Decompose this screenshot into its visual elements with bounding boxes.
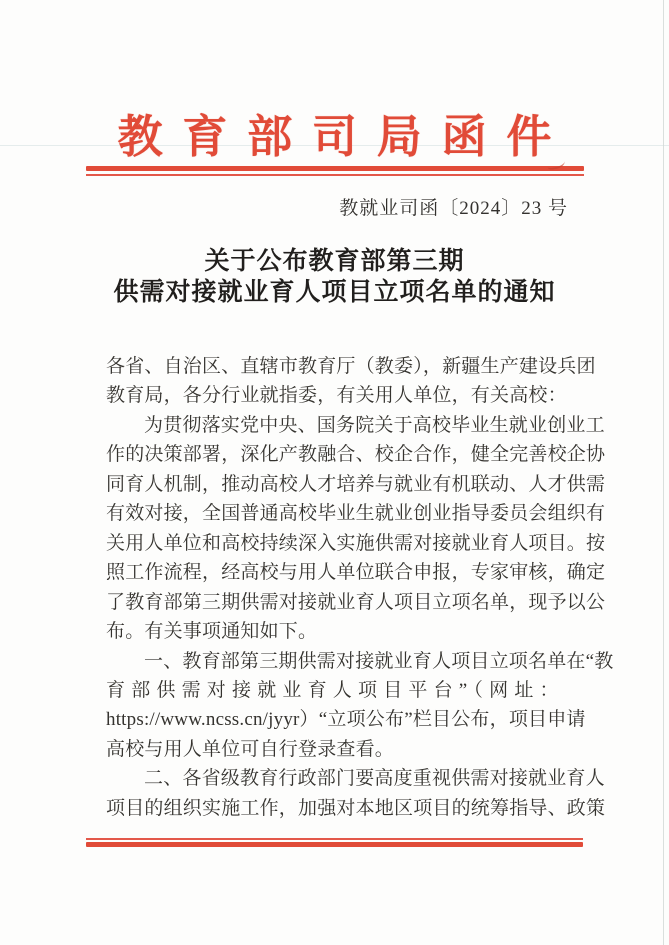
body-line: 高校与用人单位可自行登录查看。 [106, 738, 395, 760]
body-line: 同育人机制，推动高校人才培养与就业有机联动、人才供需 [106, 473, 606, 495]
letterhead-title: 教育部司局函件 [117, 112, 572, 162]
body-line: 照工作流程，经高校与用人单位联合申报，专家审核，确定 [106, 562, 606, 584]
body-line: 布。有关事项通知如下。 [106, 621, 318, 643]
body-line: 作的决策部署，深化产教融合、校企合作，健全完善校企协 [106, 444, 606, 466]
body-line: 各省、自治区、直辖市教育厅（教委），新疆生产建设兵团 [106, 356, 596, 377]
letter-body [106, 352, 614, 823]
body-line: 一、教育部第三期供需对接就业育人项目立项名单在“教 [144, 650, 614, 672]
document-title-line2: 供需对接就业育人项目立项名单的通知 [113, 279, 556, 306]
body-line: 了教育部第三期供需对接就业育人项目立项名单，现予以公 [106, 591, 606, 613]
body-line: 育部供需对接就业育人项目平台”（网址： [106, 679, 565, 701]
body-line: https://www.ncss.cn/jyyr）“立项公布”栏目公布，项目申请 [106, 709, 586, 731]
footer-rule-thick [86, 842, 583, 847]
body-line: 项目的组织实施工作，加强对本地区项目的统筹指导、政策 [106, 797, 606, 819]
document-title-line1: 关于公布教育部第三期 [204, 248, 465, 275]
letterhead-rule-thin [86, 174, 584, 176]
body-line: 为贯彻落实党中央、国务院关于高校毕业生就业创业工 [144, 414, 605, 436]
body-line: 教育局，各分行业就指委，有关用人单位，有关高校： [106, 385, 567, 407]
body-line: 有效对接，全国普通高校毕业生就业创业指导委员会组织有 [106, 503, 606, 525]
body-line: 二、各省级教育行政部门要高度重视供需对接就业育人 [144, 768, 605, 790]
letterhead-rule-thick [86, 166, 584, 171]
document-title [0, 246, 669, 308]
document-number: 教就业司函〔2024〕23 号 [339, 198, 568, 219]
body-line: 关用人单位和高校持续深入实施供需对接就业育人项目。按 [106, 532, 606, 554]
footer-rule-thin [86, 838, 583, 840]
